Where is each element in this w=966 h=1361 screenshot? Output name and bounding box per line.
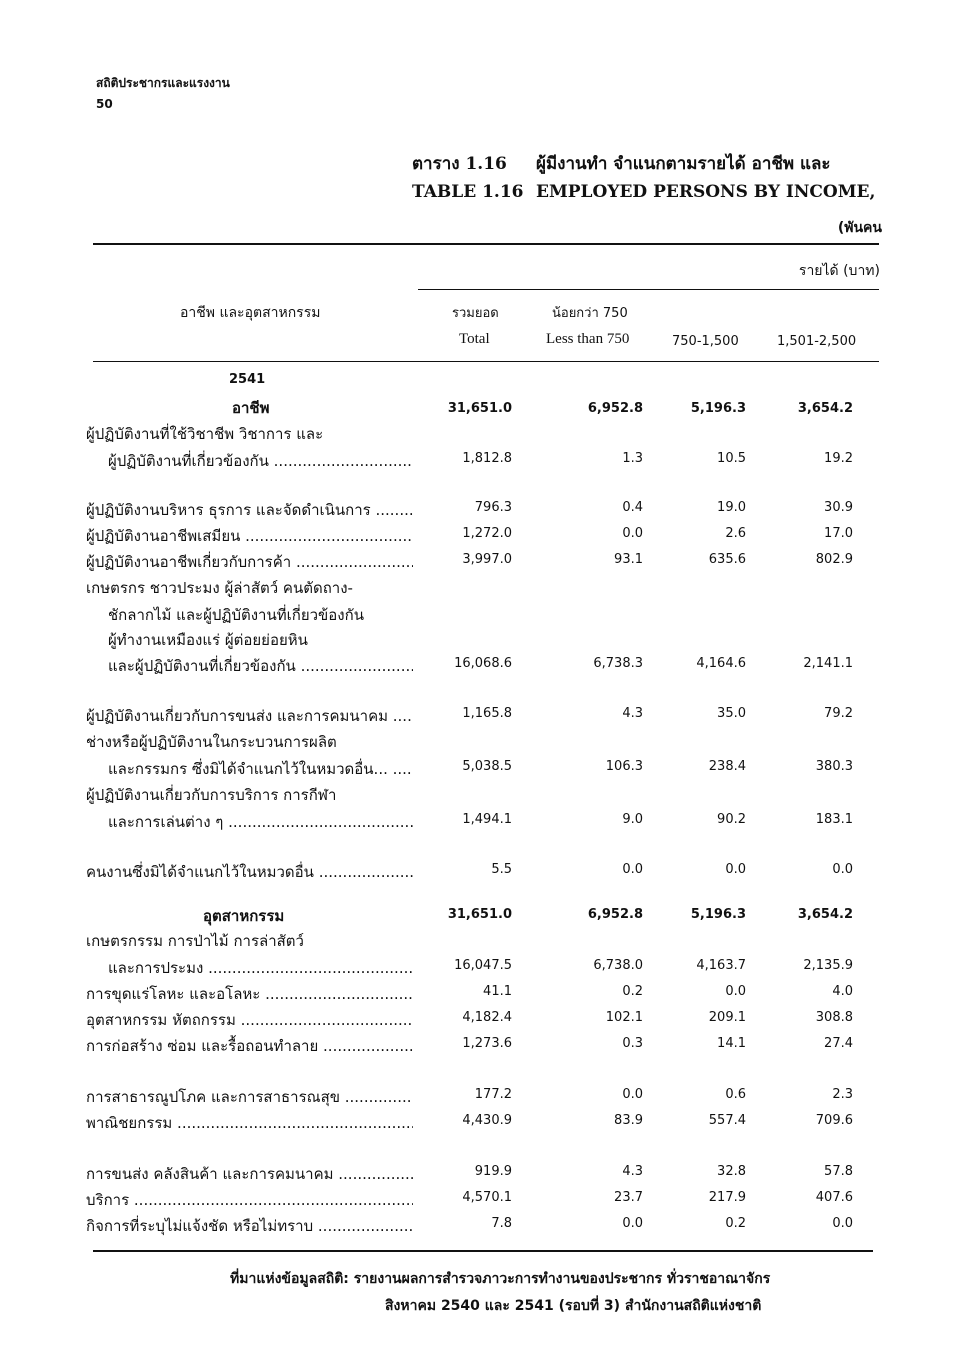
source-note-line2: สิงหาคม 2540 และ 2541 (รอบที่ 3) สำนักงานสถิติแห่งชาติ (385, 1298, 762, 1314)
row-label: ช่างหรือผู้ปฏิบัติงานในกระบวนการผลิต (86, 733, 337, 751)
table-cell: 0.3 (622, 1036, 643, 1051)
income-group-header: รายได้ (บาท) (798, 263, 880, 279)
table-cell: 557.4 (708, 1113, 746, 1128)
table-cell: 57.8 (824, 1164, 853, 1179)
table-cell: 4,163.7 (696, 958, 746, 973)
table-cell: 2,135.9 (803, 958, 853, 973)
row-label: บริการ ..... (86, 1188, 413, 1212)
table-cell: 380.3 (815, 759, 853, 774)
table-cell: 4,164.6 (696, 656, 746, 671)
table-cell: 16,047.5 (454, 958, 512, 973)
table-cell: 31,651.0 (447, 401, 512, 416)
table-cell: 4.3 (622, 706, 643, 721)
table-cell: 0.0 (832, 862, 853, 877)
source-note-line1: ที่มาแห่งข้อมูลสถิติ: รายงานผลการสำรวจภาวะการทำงานของประชากร ทั่วราชอาณาจักร (230, 1271, 771, 1287)
table-cell: 41.1 (483, 984, 512, 999)
row-label: กิจการที่ระบุไม่แจ้งชัด หรือไม่ทราบ ..... (86, 1214, 413, 1238)
table-label-en: TABLE 1.16 (412, 182, 524, 202)
row-label: เกษตรกร ชาวประมง ผู้ล่าสัตว์ คนตัดถาง- (86, 579, 353, 597)
row-label: ผู้ปฏิบัติงานที่ใช้วิชาชีพ วิชาการ และ (86, 425, 324, 443)
row-label: พาณิชยกรรม ..... (86, 1111, 413, 1135)
table-cell: 32.8 (717, 1164, 746, 1179)
table-cell: 2,141.1 (803, 656, 853, 671)
row-label: การขนส่ง คลังสินค้า และการคมนาคม ..... (86, 1162, 413, 1186)
table-cell: 217.9 (708, 1190, 746, 1205)
table-cell: 1,273.6 (462, 1036, 512, 1051)
unit-label: (พันคน (837, 220, 882, 236)
table-cell: 9.0 (622, 812, 643, 827)
table-cell: 0.0 (725, 984, 746, 999)
running-header: สถิติประชากรและแรงงาน (96, 76, 230, 90)
table-cell: 83.9 (614, 1113, 643, 1128)
table-cell: 1,272.0 (462, 526, 512, 541)
table-cell: 14.1 (717, 1036, 746, 1051)
table-cell: 5,038.5 (462, 759, 512, 774)
table-cell: 0.0 (622, 862, 643, 877)
occupation-heading: อาชีพ (232, 399, 270, 417)
table-cell: 635.6 (708, 552, 746, 567)
table-cell: 1.3 (622, 451, 643, 466)
table-cell: 308.8 (815, 1010, 853, 1025)
row-label: และผู้ปฏิบัติงานที่เกี่ยวข้องกัน ..... (108, 654, 413, 678)
table-cell: 3,654.2 (797, 401, 853, 416)
table-cell: 35.0 (717, 706, 746, 721)
row-label: ผู้ปฏิบัติงานบริหาร ธุรการ และจัดดำเนินการ ..... (86, 498, 413, 522)
table-cell: 0.2 (725, 1216, 746, 1231)
year-heading: 2541 (229, 372, 266, 387)
row-label: และการประมง ..... (108, 956, 413, 980)
table-cell: 6,738.0 (593, 958, 643, 973)
row-label: และกรรมกร ซึ่งมิได้จำแนกไว้ในหมวดอื่น... ..... (108, 757, 413, 781)
income-group-rule (418, 289, 879, 290)
table-cell: 5,196.3 (690, 907, 746, 922)
lt750-header-en: Less than 750 (546, 331, 630, 347)
table-cell: 5.5 (491, 862, 512, 877)
table-cell: 27.4 (824, 1036, 853, 1051)
table-cell: 183.1 (815, 812, 853, 827)
table-cell: 16,068.6 (454, 656, 512, 671)
row-label: ผู้ปฏิบัติงานอาชีพเกี่ยวกับการค้า ..... (86, 550, 413, 574)
total-header-th: รวมยอด (452, 306, 499, 321)
stub-header: อาชีพ และอุตสาหกรรม (180, 305, 321, 321)
table-cell: 177.2 (474, 1087, 512, 1102)
header-bottom-rule (93, 361, 879, 362)
table-cell: 106.3 (605, 759, 643, 774)
table-cell: 0.0 (832, 1216, 853, 1231)
table-cell: 2.3 (832, 1087, 853, 1102)
row-label: เกษตรกรรม การป่าไม้ การล่าสัตว์ (86, 932, 304, 950)
table-cell: 30.9 (824, 500, 853, 515)
row-label: การสาธารณูปโภค และการสาธารณสุข ..... (86, 1085, 413, 1109)
table-top-rule (93, 243, 879, 245)
table-cell: 0.0 (622, 526, 643, 541)
table-cell: 90.2 (717, 812, 746, 827)
table-cell: 0.0 (622, 1216, 643, 1231)
table-cell: 93.1 (614, 552, 643, 567)
table-cell: 802.9 (815, 552, 853, 567)
page-number: 50 (96, 97, 113, 111)
row-label: ผู้ปฏิบัติงานเกี่ยวกับการขนส่ง และการคมนาคม ..... (86, 704, 413, 728)
table-cell: 1,812.8 (462, 451, 512, 466)
table-cell: 238.4 (708, 759, 746, 774)
table-cell: 4.3 (622, 1164, 643, 1179)
table-cell: 7.8 (491, 1216, 512, 1231)
row-label: ชักลากไม้ และผู้ปฏิบัติงานที่เกี่ยวข้องกัน (108, 606, 364, 624)
table-cell: 102.1 (605, 1010, 643, 1025)
table-title-en: EMPLOYED PERSONS BY INCOME, (536, 182, 876, 202)
row-label: คนงานซึ่งมิได้จำแนกไว้ในหมวดอื่น ..... (86, 860, 413, 884)
table-cell: 1,165.8 (462, 706, 512, 721)
table-cell: 796.3 (474, 500, 512, 515)
table-cell: 4,182.4 (462, 1010, 512, 1025)
table-cell: 17.0 (824, 526, 853, 541)
table-cell: 2.6 (725, 526, 746, 541)
table-cell: 4,430.9 (462, 1113, 512, 1128)
table-cell: 709.6 (815, 1113, 853, 1128)
industry-heading: อุตสาหกรรม (203, 907, 285, 925)
row-label: ผู้ปฏิบัติงานที่เกี่ยวข้องกัน ..... (108, 449, 413, 473)
table-cell: 10.5 (717, 451, 746, 466)
table-cell: 407.6 (815, 1190, 853, 1205)
table-cell: 5,196.3 (690, 401, 746, 416)
table-cell: 1,494.1 (462, 812, 512, 827)
table-cell: 4.0 (832, 984, 853, 999)
table-cell: 0.0 (622, 1087, 643, 1102)
table-cell: 0.4 (622, 500, 643, 515)
row-label: การก่อสร้าง ซ่อม และรื้อถอนทำลาย ..... (86, 1034, 413, 1058)
row-label: และการเล่นต่าง ๆ ..... (108, 810, 413, 834)
row-label: ผู้ทำงานเหมืองแร่ ผู้ต่อยย่อยหิน (108, 631, 308, 649)
table-cell: 3,654.2 (797, 907, 853, 922)
table-cell: 0.2 (622, 984, 643, 999)
table-cell: 6,952.8 (587, 907, 643, 922)
table-cell: 0.0 (725, 862, 746, 877)
total-header-en: Total (459, 331, 490, 347)
c1501-header: 1,501-2,500 (777, 334, 857, 349)
table-cell: 23.7 (614, 1190, 643, 1205)
row-label: ผู้ปฏิบัติงานอาชีพเสมียน ..... (86, 524, 413, 548)
c750-header: 750-1,500 (672, 334, 739, 349)
table-label-th: ตาราง 1.16 (412, 154, 507, 174)
table-cell: 19.0 (717, 500, 746, 515)
table-cell: 31,651.0 (447, 907, 512, 922)
table-cell: 6,738.3 (593, 656, 643, 671)
table-cell: 0.6 (725, 1087, 746, 1102)
table-cell: 3,997.0 (462, 552, 512, 567)
table-cell: 19.2 (824, 451, 853, 466)
table-cell: 919.9 (474, 1164, 512, 1179)
table-cell: 4,570.1 (462, 1190, 512, 1205)
table-cell: 79.2 (824, 706, 853, 721)
row-label: ผู้ปฏิบัติงานเกี่ยวกับการบริการ การกีฬา (86, 786, 337, 804)
row-label: การขุดแร่โลหะ และอโลหะ ..... (86, 982, 413, 1006)
lt750-header-th: น้อยกว่า 750 (552, 306, 628, 321)
table-cell: 6,952.8 (587, 401, 643, 416)
table-title-th: ผู้มีงานทำ จำแนกตามรายได้ อาชีพ และ (536, 154, 831, 174)
table-bottom-rule (93, 1250, 873, 1252)
row-label: อุตสาหกรรม หัตถกรรม ..... (86, 1008, 413, 1032)
table-cell: 209.1 (708, 1010, 746, 1025)
